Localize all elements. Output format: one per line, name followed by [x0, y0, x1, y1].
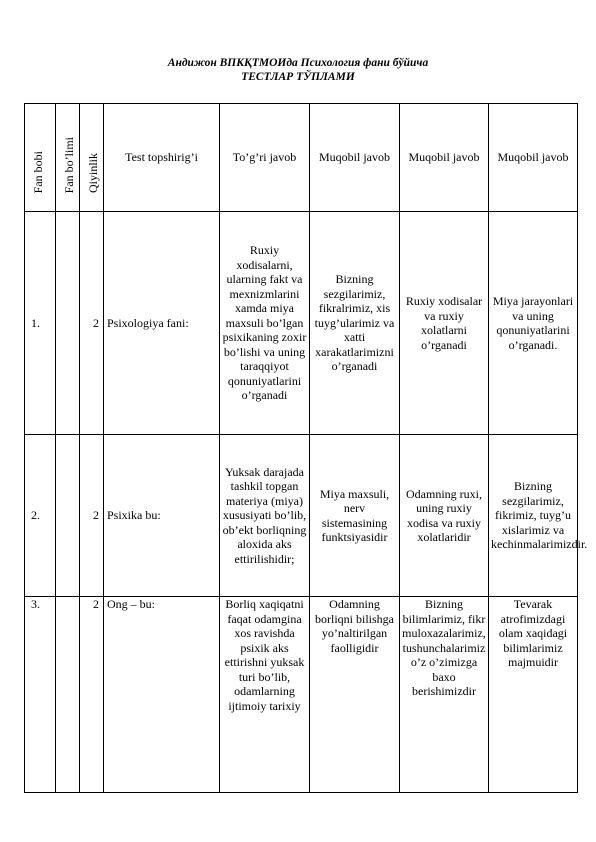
row-difficulty: 2 [80, 212, 104, 435]
header-qiyinlik: Qiyinlik [80, 104, 104, 212]
table-row [25, 597, 578, 793]
row-task: Ong – bu: [104, 597, 220, 793]
row-alt-answer-1: Miya maxsuli, nerv sistemasining funktsiyasidir [310, 435, 400, 597]
test-table [24, 103, 588, 793]
document-title: Андижон ВПКҚТМОИда Психология фани бўйича [167, 57, 429, 69]
header-row [25, 104, 578, 212]
row-alt-answer-2: Odamning ruxi, uning ruxiy xodisa va ruxiy xolatlaridir [400, 435, 489, 597]
row-alt-answer-2: Bizning bilimlarimiz, fikr muloxazalarimiz, tushunchalarimiz o’z o’zimizga baxo berishimizdir [400, 597, 489, 793]
row-alt-answer-2: Ruxiy xodisalar va ruxiy xolatlarni o’rganadi [400, 212, 489, 435]
row-number: 3. [25, 597, 56, 793]
header-muqobil-1: Muqobil javob [310, 104, 400, 212]
row-difficulty: 2 [80, 597, 104, 793]
document-subtitle: ТЕСТЛАР ТЎПЛАМИ [241, 71, 355, 83]
table-row [25, 435, 578, 597]
row-alt-answer-3: Bizning sezgilarimiz, fikrimiz, tuyg’u xislarimiz va kechinmalarimizdir. [489, 435, 578, 597]
header-fan-bobi: Fan bobi [25, 104, 56, 212]
table-row [25, 212, 578, 435]
row-alt-answer-3: Tevarak atrofimizdagi olam xaqidagi bilimlarimiz majmuidir [489, 597, 578, 793]
header-test-topshirigi: Test topshirig’i [104, 104, 220, 212]
row-correct-answer: Ruxiy xodisalarni, ularning fakt va mexnizmlarini xamda miya maxsuli bo’lgan psixikaning zoxir bo’lishi va uning taraqqiyot qonuniyatlarini o’rganadi [220, 212, 310, 435]
row-alt-answer-3: Miya jarayonlari va uning qonuniyatlarini o’rganadi. [489, 212, 578, 435]
row-section [56, 435, 80, 597]
header-togri-javob: To’g’ri javob [220, 104, 310, 212]
header-fan-bolimi: Fan bo’limi [56, 104, 80, 212]
row-correct-answer: Yuksak darajada tashkil topgan materiya (miya) xususiyati bo’lib, ob’ekt borliqning aloxida aks ettirilishidir; [220, 435, 310, 597]
row-number: 1. [25, 212, 56, 435]
row-correct-answer: Borliq xaqiqatni faqat odamgina xos ravishda psixik aks ettirishni yuksak turi bo’lib, odamlarning ijtimoiy tarixiy [220, 597, 310, 793]
header-muqobil-2: Muqobil javob [400, 104, 489, 212]
row-section [56, 212, 80, 435]
row-alt-answer-1: Bizning sezgilarimiz, fikralrimiz, xis tuyg’ularimiz va xatti xarakatlarimizni o’rganadi [310, 212, 400, 435]
row-task: Psixologiya fani: [104, 212, 220, 435]
header-muqobil-3: Muqobil javob [489, 104, 578, 212]
row-task: Psixika bu: [104, 435, 220, 597]
row-difficulty: 2 [80, 435, 104, 597]
row-number: 2. [25, 435, 56, 597]
row-section [56, 597, 80, 793]
row-alt-answer-1: Odamning borliqni bilishga yo’naltirilgan faolligidir [310, 597, 400, 793]
